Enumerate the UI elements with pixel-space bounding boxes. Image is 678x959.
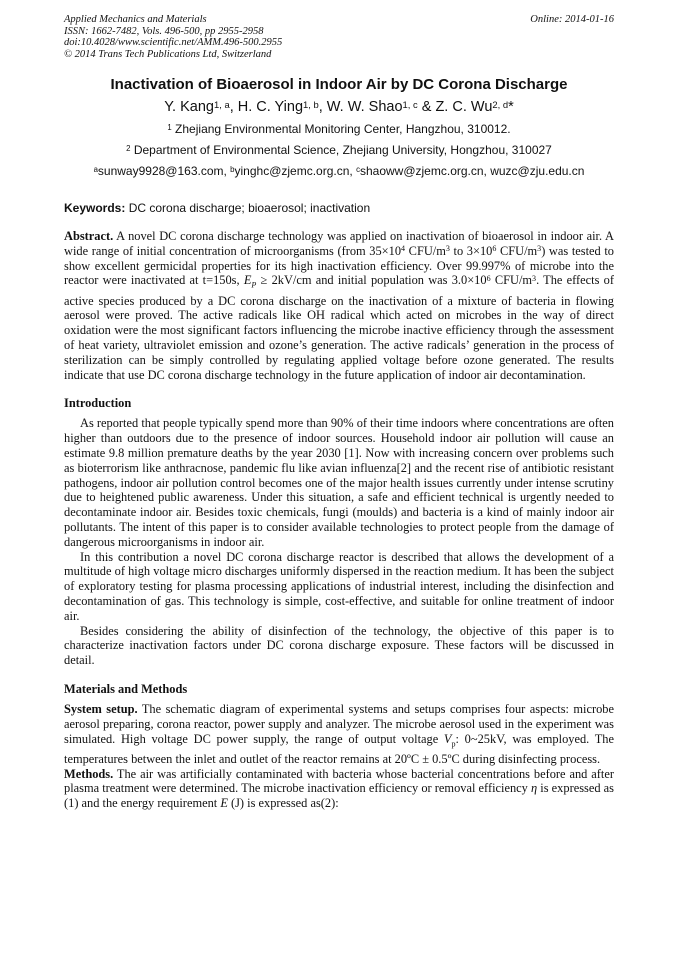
author-name: W. W. Shao bbox=[326, 99, 403, 115]
system-setup-label: System setup. bbox=[64, 701, 138, 716]
affiliation-sup: 1 bbox=[167, 123, 172, 133]
abstract-text: ≥ 2kV/cm and initial population was 3.0×10 bbox=[256, 273, 487, 288]
intro-paragraph-1: As reported that people typically spend more than 90% of their time indoors where concentrations are often higher than outdoors due to the presence of indoor sources. Household indoor air pollution will cause an estimate 9.8 million premature deaths by the year 2030 [1]. Now with increasing concern over problems such as bioterrorism like anthracnose, pandemic flu like avian influenza[2] and the recent rise of antibiotic resistant pathogens, indoor air pollution control becomes one of the major health issues currently under intense scrutiny due to heightened public awareness. Under this situation, a safe and efficient technical is urgently needed to decontaminate indoor air. Besides toxic chemicals, fungi (moulds) and bacteria is a kind of mainly indoor air pollutants. The intent of this paper is to consider available technologies to protect people from the damage of dangerous microorganisms in indoor air. bbox=[64, 416, 614, 549]
affiliation-2 bbox=[64, 143, 614, 158]
author-separator: , bbox=[318, 99, 327, 115]
abstract-text: A novel DC corona discharge technology was applied on inactivation of bioaerosol in indoor air. A wide range of initial concentration of microorganisms (from 35×10 bbox=[64, 229, 614, 258]
author-sup: 1, a bbox=[213, 99, 230, 111]
abstract-text: . The effects of active species produced by a DC corona discharge on the inactivation of a mixture of bacteria in flowing aerosol were proved. The active radicals like OH radical which acted on microbes in the way of direct oxidation were the most significant factors influencing the microbe inactive efficiency through the assessment of heat variety, ultraviolet emission and ozone’s generation. The active radicals’ generation in the process of sterilization can be simply controlled by regulating applied voltage before ozone generated. The results indicate that use DC corona discharge technology in the future application of indoor air decontamination. bbox=[64, 273, 614, 382]
paper-title: Inactivation of Bioaerosol in Indoor Air by DC Corona Discharge bbox=[110, 76, 568, 93]
author-separator: , bbox=[229, 99, 238, 115]
email-sup: a bbox=[93, 165, 98, 175]
online-date: Online: 2014-01-16 bbox=[530, 14, 614, 25]
author-name: H. C. Ying bbox=[237, 99, 304, 115]
intro-paragraph-3: Besides considering the ability of disinfection of the technology, the objective of this paper is to characterize inactivation factors under DC corona discharge exposure. These factors will be discussed in detail. bbox=[64, 623, 614, 668]
author-separator: & bbox=[417, 99, 436, 115]
abstract-text: CFU/m bbox=[496, 243, 538, 258]
email-link[interactable]: shaoww@zjemc.org.cn, wuzc@zju.edu.cn bbox=[359, 164, 585, 178]
author-list bbox=[64, 98, 614, 116]
author-separator: * bbox=[508, 99, 514, 115]
journal-name: Applied Mechanics and Materials bbox=[64, 14, 207, 25]
methods-text: The schematic diagram of experimental systems and setups comprises four aspects: microbe aerosol preparing, corona reactor, power supply and analyzer. The microbe aerosol used in the experiment was simulated. High voltage DC power supply, the range of output voltage bbox=[64, 701, 615, 746]
affiliation-1 bbox=[64, 122, 614, 137]
email-sup: c bbox=[356, 165, 360, 175]
methods-paragraph bbox=[64, 767, 614, 811]
methods-symbol: η bbox=[530, 781, 538, 796]
journal-doi: doi:10.4028/www.scientific.net/AMM.496-500.2955 bbox=[64, 37, 283, 48]
intro-paragraph-2: In this contribution a novel DC corona discharge reactor is described that allows the development of a multitude of high voltage micro discharges uniformly dispersed in the reaction medium. It has been the subject of exploratory testing for plasma processing applications of industrial interest, including the disinfection and decontamination of gas. This technology is simple, cost-effective, and suitable for online treatment of indoor air. bbox=[64, 549, 614, 623]
paper-page bbox=[64, 14, 614, 811]
journal-copyright: © 2014 Trans Tech Publications Ltd, Switzerland bbox=[64, 48, 272, 60]
abstract-text: CFU/m bbox=[405, 243, 446, 258]
methods-text: is expressed as (1) and the energy requirement bbox=[64, 781, 615, 811]
author-sup: 1, c bbox=[402, 99, 418, 111]
keywords bbox=[64, 201, 614, 215]
abstract-text: ) was tested to show excellent germicidal properties for its high inactivation efficiency. Over 99.997% of microbe into the reactor were inactivated at t=150s, bbox=[64, 243, 614, 288]
author-sup: 2, d bbox=[492, 99, 509, 111]
keywords-label: Keywords: bbox=[64, 201, 126, 215]
email-link[interactable]: sunway9928@163.com, bbox=[97, 164, 231, 178]
abstract-label: Abstract. bbox=[64, 229, 114, 243]
abstract-text: to 3×10 bbox=[449, 243, 493, 258]
email-list bbox=[64, 164, 614, 179]
section-heading-introduction: Introduction bbox=[64, 396, 132, 411]
abstract-sup: 3 bbox=[532, 273, 537, 283]
abstract-paragraph bbox=[64, 229, 614, 382]
author-name: Y. Kang bbox=[164, 99, 214, 115]
methods-symbol: E bbox=[220, 796, 228, 811]
methods-text: The air was artificially contaminated with bacteria whose bacterial concentrations before and after plasma treatment were determined. The microbe inactivation efficiency or removal efficiency bbox=[64, 766, 614, 796]
journal-issn: ISSN: 1662-7482, Vols. 496-500, pp 2955-2958 bbox=[64, 25, 264, 37]
author-name: Z. C. Wu bbox=[435, 99, 493, 115]
abstract-sup: 4 bbox=[401, 244, 406, 254]
abstract-sup: 3 bbox=[537, 244, 542, 254]
abstract-sup: 6 bbox=[492, 244, 497, 254]
abstract-sup: 6 bbox=[486, 273, 491, 283]
abstract-sub: P bbox=[251, 280, 257, 290]
email-link[interactable]: yinghc@zjemc.org.cn, bbox=[234, 164, 357, 178]
methods-text: (J) is expressed as(2): bbox=[227, 796, 339, 811]
abstract-sup: 3 bbox=[445, 244, 450, 254]
email-sup: b bbox=[230, 165, 235, 175]
affiliation-text: Zhejiang Environmental Monitoring Center, Hangzhou, 310012. bbox=[171, 122, 511, 136]
methods-text: : 0~25kV, was employed. The temperatures between the inlet and outlet of the reactor remains at 20ºC ± 0.5ºC during disinfecting process. bbox=[64, 731, 614, 766]
affiliation-text: Department of Environmental Science, Zhejiang University, Hongzhou, 310027 bbox=[130, 143, 552, 157]
abstract-symbol: E bbox=[243, 273, 252, 288]
methods-sub: p bbox=[451, 739, 456, 749]
affiliation-sup: 2 bbox=[126, 144, 131, 154]
abstract-text: CFU/m bbox=[490, 273, 533, 288]
methods-label: Methods. bbox=[64, 766, 114, 781]
journal-header bbox=[64, 14, 614, 60]
methods-symbol: V bbox=[443, 731, 452, 746]
keywords-text: DC corona discharge; bioaerosol; inactivation bbox=[125, 201, 371, 215]
section-heading-methods: Materials and Methods bbox=[64, 681, 188, 696]
system-setup-paragraph bbox=[64, 702, 614, 767]
author-sup: 1, b bbox=[303, 99, 319, 111]
